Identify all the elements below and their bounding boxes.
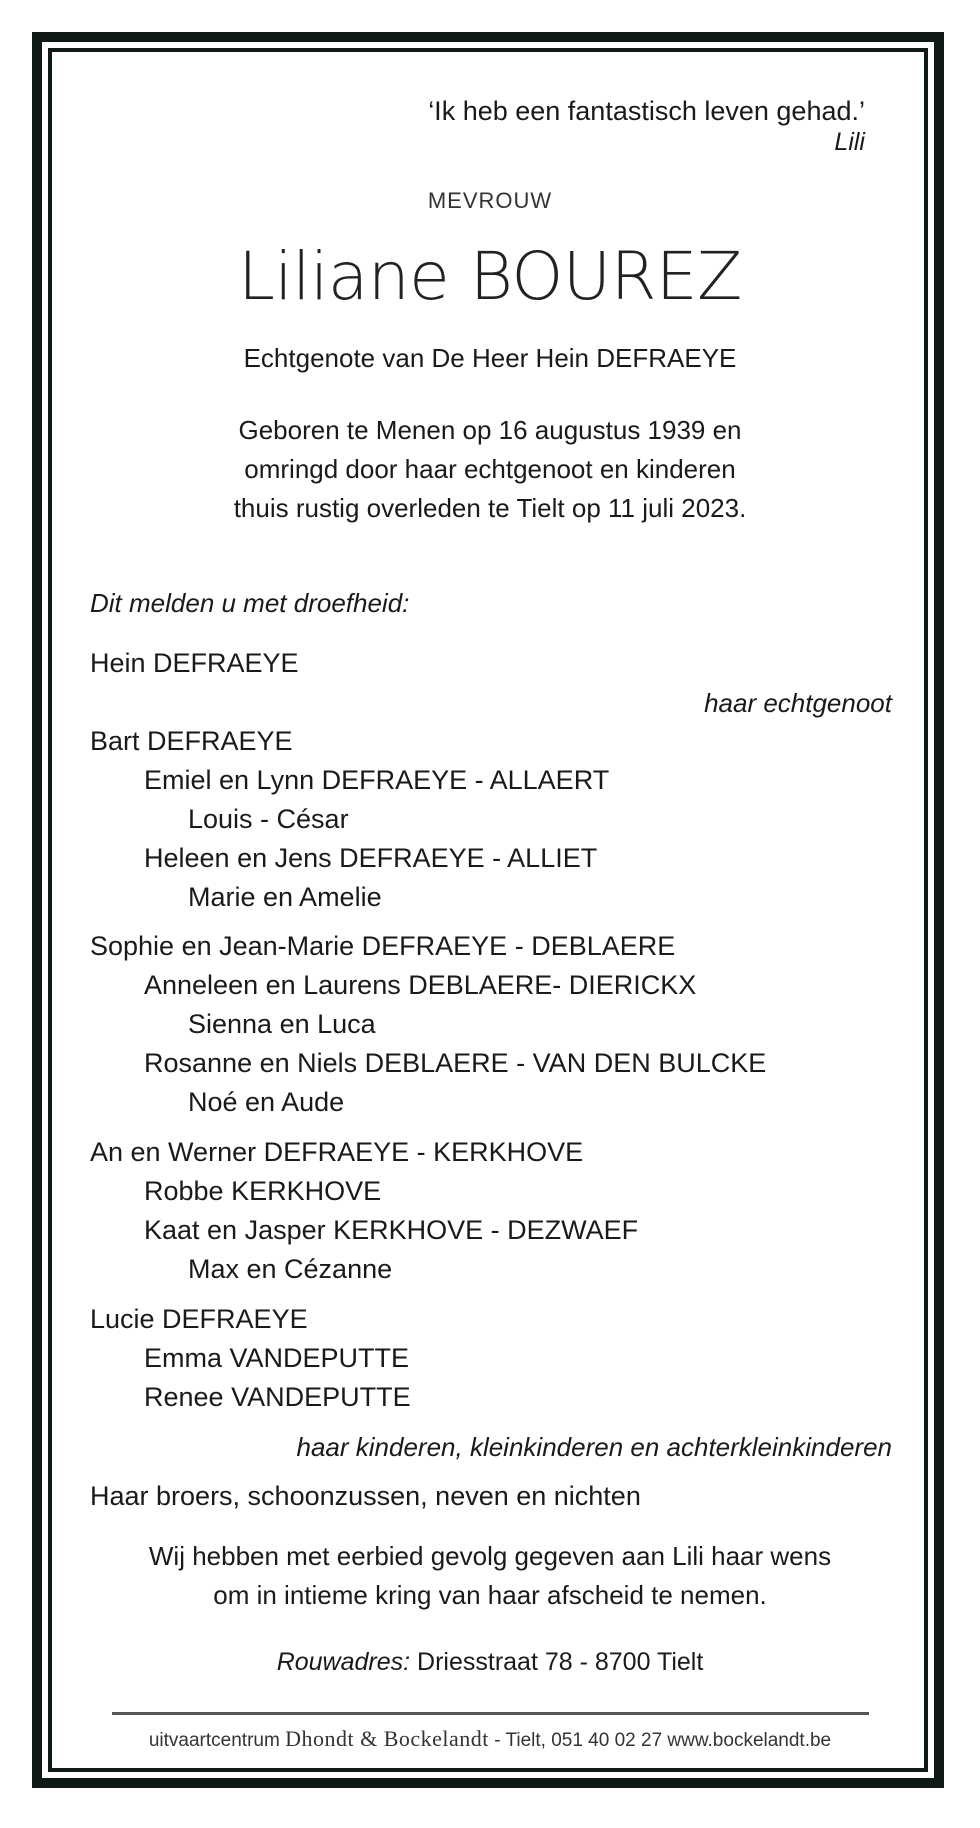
relation-label: haar echtgenoot — [704, 688, 892, 718]
family-member: Renee VANDEPUTTE — [144, 1382, 411, 1412]
family-member: Louis - César — [188, 804, 349, 834]
family-member: Heleen en Jens DEFRAEYE - ALLIET — [144, 843, 598, 873]
bio-line: thuis rustig overleden te Tielt op 11 juli 2023. — [233, 493, 747, 523]
bio-line: omringd door haar echtgenoot en kinderen — [244, 454, 736, 484]
family-member: Sophie en Jean-Marie DEFRAEYE - DEBLAERE — [90, 931, 676, 961]
bio-line: Geboren te Menen op 16 augustus 1939 en — [238, 415, 742, 445]
family-member: Emiel en Lynn DEFRAEYE - ALLAERT — [144, 765, 610, 795]
quote-author: Lili — [834, 128, 865, 156]
title-prefix: MEVROUW — [427, 188, 553, 213]
family-member: Lucie DEFRAEYE — [90, 1304, 308, 1334]
family-member: Kaat en Jasper KERKHOVE - DEZWAEF — [144, 1215, 639, 1245]
family-member: Hein DEFRAEYE — [90, 648, 299, 678]
address-label: Rouwadres: — [276, 1648, 411, 1676]
wish-line: om in intieme kring van haar afscheid te nemen. — [213, 1580, 767, 1610]
spouse-line: Echtgenote van De Heer Hein DEFRAEYE — [243, 343, 737, 373]
family-member: Sienna en Luca — [188, 1009, 376, 1039]
footer-contact: - Tielt, 051 40 02 27 www.bockelandt.be — [494, 1730, 832, 1751]
address-value: Driesstraat 78 - 8700 Tielt — [417, 1648, 704, 1676]
intro-line: Dit melden u met droefheid: — [90, 588, 410, 618]
deceased-name: Liliane BOUREZ — [238, 238, 742, 315]
wish-text — [0, 1537, 980, 1615]
family-member: Marie en Amelie — [188, 882, 382, 912]
footer-divider — [112, 1712, 869, 1715]
family-member: Max en Cézanne — [188, 1254, 393, 1284]
family-member: Emma VANDEPUTTE — [144, 1343, 410, 1373]
family-member: An en Werner DEFRAEYE - KERKHOVE — [90, 1137, 584, 1167]
extended-family: Haar broers, schoonzussen, neven en nichten — [90, 1481, 641, 1511]
footer-prefix: uitvaartcentrum — [148, 1730, 280, 1751]
family-member: Bart DEFRAEYE — [90, 726, 293, 756]
mourning-address — [0, 1648, 980, 1677]
bio-text — [0, 411, 980, 528]
funeral-home-footer — [0, 1726, 980, 1752]
funeral-home-name: Dhondt & Bockelandt — [285, 1726, 489, 1751]
family-member: Noé en Aude — [188, 1087, 345, 1117]
family-member: Anneleen en Laurens DEBLAERE- DIERICKX — [144, 970, 697, 1000]
quote-text: ‘Ik heb een fantastisch leven gehad.’ — [428, 96, 865, 126]
family-member: Rosanne en Niels DEBLAERE - VAN DEN BULCKE — [144, 1048, 767, 1078]
family-member: Robbe KERKHOVE — [144, 1176, 382, 1206]
wish-line: Wij hebben met eerbied gevolg gegeven aan Lili haar wens — [148, 1541, 832, 1571]
relation-label: haar kinderen, kleinkinderen en achterkleinkinderen — [296, 1432, 892, 1462]
